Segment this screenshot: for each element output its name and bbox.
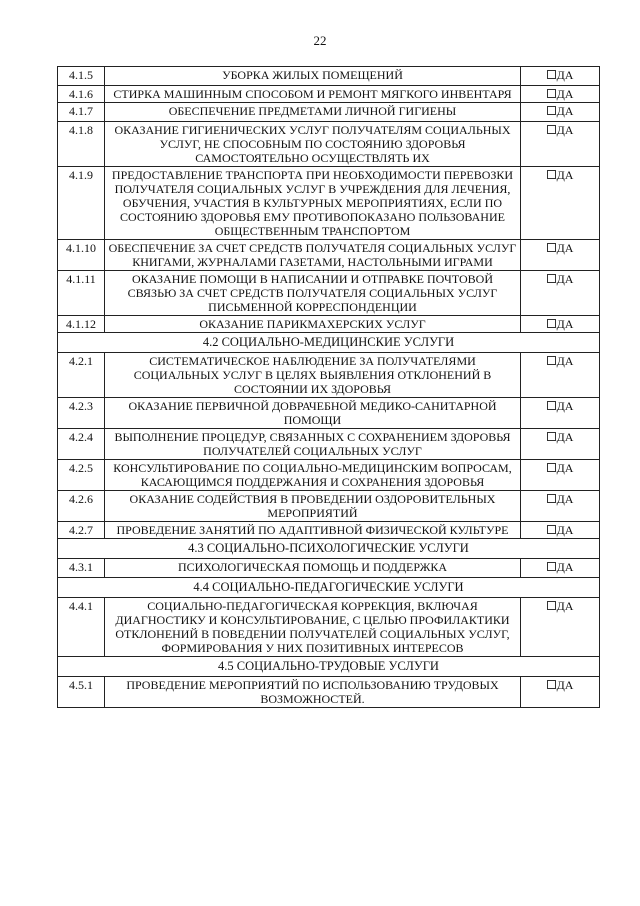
check-cell: [521, 460, 600, 491]
row-number: 4.1.6: [58, 86, 105, 103]
service-name: ОКАЗАНИЕ ПЕРВИЧНОЙ ДОВРАЧЕБНОЙ МЕДИКО-САНИТАРНОЙ ПОМОЩИ: [105, 398, 521, 429]
check-label: ДА: [556, 123, 574, 137]
page-number: 22: [313, 33, 327, 48]
table-row: [58, 271, 600, 316]
check-cell: [521, 67, 600, 86]
table-row: [58, 122, 600, 167]
checkbox-icon[interactable]: [547, 601, 556, 610]
row-number: 4.4.1: [58, 598, 105, 657]
service-name: ПРОВЕДЕНИЕ ЗАНЯТИЙ ПО АДАПТИВНОЙ ФИЗИЧЕСКОЙ КУЛЬТУРЕ: [105, 522, 521, 539]
table-row: [58, 103, 600, 122]
checkbox-icon[interactable]: [547, 170, 556, 179]
check-label: ДА: [556, 461, 574, 475]
checkbox-icon[interactable]: [547, 525, 556, 534]
section-heading: 4.5 СОЦИАЛЬНО-ТРУДОВЫЕ УСЛУГИ: [58, 657, 600, 677]
table-row: [58, 86, 600, 103]
row-number: 4.3.1: [58, 559, 105, 578]
check-cell: [521, 598, 600, 657]
section-heading: 4.2 СОЦИАЛЬНО-МЕДИЦИНСКИЕ УСЛУГИ: [58, 333, 600, 353]
table-row: [58, 460, 600, 491]
check-cell: [521, 398, 600, 429]
table-row: [58, 491, 600, 522]
row-number: 4.2.4: [58, 429, 105, 460]
row-number: 4.5.1: [58, 677, 105, 708]
check-label: ДА: [556, 399, 574, 413]
checkbox-icon[interactable]: [547, 243, 556, 252]
row-number: 4.1.9: [58, 167, 105, 240]
table-row: [58, 559, 600, 578]
check-cell: [521, 677, 600, 708]
service-name: ПРЕДОСТАВЛЕНИЕ ТРАНСПОРТА ПРИ НЕОБХОДИМОСТИ ПЕРЕВОЗКИ ПОЛУЧАТЕЛЯ СОЦИАЛЬНЫХ УСЛУГ В УЧРЕЖДЕНИЯ ДЛЯ ЛЕЧЕНИЯ, ОБУЧЕНИЯ, УЧАСТИЯ В КУЛЬТУРНЫХ МЕРОПРИЯТИЯХ, ЕСЛИ ПО СОСТОЯНИЮ ЗДОРОВЬЯ ЕМУ ПРОТИВОПОКАЗАНО ПОЛЬЗОВАНИЕ ОБЩЕСТВЕННЫМ ТРАНСПОРТОМ: [105, 167, 521, 240]
section-row: [58, 333, 600, 353]
row-number: 4.2.3: [58, 398, 105, 429]
check-cell: [521, 167, 600, 240]
table-row: [58, 398, 600, 429]
check-cell: [521, 429, 600, 460]
section-row: [58, 578, 600, 598]
service-name: ОКАЗАНИЕ ПАРИКМАХЕРСКИХ УСЛУГ: [105, 316, 521, 333]
section-row: [58, 539, 600, 559]
service-name: СИСТЕМАТИЧЕСКОЕ НАБЛЮДЕНИЕ ЗА ПОЛУЧАТЕЛЯМИ СОЦИАЛЬНЫХ УСЛУГ В ЦЕЛЯХ ВЫЯВЛЕНИЯ ОТКЛОНЕНИЙ В СОСТОЯНИИ ИХ ЗДОРОВЬЯ: [105, 353, 521, 398]
table-row: [58, 429, 600, 460]
service-name: ПСИХОЛОГИЧЕСКАЯ ПОМОЩЬ И ПОДДЕРЖКА: [105, 559, 521, 578]
row-number: 4.1.7: [58, 103, 105, 122]
checkbox-icon[interactable]: [547, 70, 556, 79]
row-number: 4.2.7: [58, 522, 105, 539]
service-name: ОКАЗАНИЕ ГИГИЕНИЧЕСКИХ УСЛУГ ПОЛУЧАТЕЛЯМ СОЦИАЛЬНЫХ УСЛУГ, НЕ СПОСОБНЫМ ПО СОСТОЯНИЮ ЗДОРОВЬЯ САМОСТОЯТЕЛЬНО ОСУЩЕСТВЛЯТЬ ИХ: [105, 122, 521, 167]
check-cell: [521, 353, 600, 398]
table-row: [58, 167, 600, 240]
row-number: 4.1.8: [58, 122, 105, 167]
service-name: ПРОВЕДЕНИЕ МЕРОПРИЯТИЙ ПО ИСПОЛЬЗОВАНИЮ ТРУДОВЫХ ВОЗМОЖНОСТЕЙ.: [105, 677, 521, 708]
check-label: ДА: [556, 272, 574, 286]
check-label: ДА: [556, 560, 574, 574]
section-row: [58, 657, 600, 677]
service-name: СТИРКА МАШИННЫМ СПОСОБОМ И РЕМОНТ МЯГКОГО ИНВЕНТАРЯ: [105, 86, 521, 103]
row-number: 4.2.6: [58, 491, 105, 522]
check-cell: [521, 491, 600, 522]
service-name: ОКАЗАНИЕ ПОМОЩИ В НАПИСАНИИ И ОТПРАВКЕ ПОЧТОВОЙ СВЯЗЬЮ ЗА СЧЕТ СРЕДСТВ ПОЛУЧАТЕЛЯ СОЦИАЛЬНЫХ УСЛУГ ПИСЬМЕННОЙ КОРРЕСПОНДЕНЦИИ: [105, 271, 521, 316]
check-cell: [521, 240, 600, 271]
check-cell: [521, 103, 600, 122]
checkbox-icon[interactable]: [547, 274, 556, 283]
row-number: 4.1.12: [58, 316, 105, 333]
table-row: [58, 67, 600, 86]
table-row: [58, 522, 600, 539]
row-number: 4.1.10: [58, 240, 105, 271]
check-label: ДА: [556, 430, 574, 444]
check-cell: [521, 86, 600, 103]
table-row: [58, 598, 600, 657]
service-name: ВЫПОЛНЕНИЕ ПРОЦЕДУР, СВЯЗАННЫХ С СОХРАНЕНИЕМ ЗДОРОВЬЯ ПОЛУЧАТЕЛЕЙ СОЦИАЛЬНЫХ УСЛУГ: [105, 429, 521, 460]
check-label: ДА: [556, 678, 574, 692]
row-number: 4.1.11: [58, 271, 105, 316]
checkbox-icon[interactable]: [547, 432, 556, 441]
checkbox-icon[interactable]: [547, 319, 556, 328]
table-row: [58, 316, 600, 333]
service-name: ОКАЗАНИЕ СОДЕЙСТВИЯ В ПРОВЕДЕНИИ ОЗДОРОВИТЕЛЬНЫХ МЕРОПРИЯТИЙ: [105, 491, 521, 522]
check-label: ДА: [556, 87, 574, 101]
check-label: ДА: [556, 354, 574, 368]
service-name: КОНСУЛЬТИРОВАНИЕ ПО СОЦИАЛЬНО-МЕДИЦИНСКИМ ВОПРОСАМ, КАСАЮЩИМСЯ ПОДДЕРЖАНИЯ И СОХРАНЕНИЯ ЗДОРОВЬЯ: [105, 460, 521, 491]
row-number: 4.2.5: [58, 460, 105, 491]
check-label: ДА: [556, 317, 574, 331]
check-label: ДА: [556, 168, 574, 182]
check-label: ДА: [556, 492, 574, 506]
service-name: СОЦИАЛЬНО-ПЕДАГОГИЧЕСКАЯ КОРРЕКЦИЯ, ВКЛЮЧАЯ ДИАГНОСТИКУ И КОНСУЛЬТИРОВАНИЕ, С ЦЕЛЬЮ ПРОФИЛАКТИКИ ОТКЛОНЕНИЙ В ПОВЕДЕНИИ ПОЛУЧАТЕЛЕЙ СОЦИАЛЬНЫХ УСЛУГ, ФОРМИРОВАНИЯ У НИХ ПОЗИТИВНЫХ ИНТЕРЕСОВ: [105, 598, 521, 657]
service-name: УБОРКА ЖИЛЫХ ПОМЕЩЕНИЙ: [105, 67, 521, 86]
check-label: ДА: [556, 523, 574, 537]
checkbox-icon[interactable]: [547, 680, 556, 689]
section-heading: 4.3 СОЦИАЛЬНО-ПСИХОЛОГИЧЕСКИЕ УСЛУГИ: [58, 539, 600, 559]
row-number: 4.2.1: [58, 353, 105, 398]
checkbox-icon[interactable]: [547, 356, 556, 365]
check-cell: [521, 316, 600, 333]
table-row: [58, 677, 600, 708]
checkbox-icon[interactable]: [547, 106, 556, 115]
check-label: ДА: [556, 599, 574, 613]
check-cell: [521, 122, 600, 167]
checkbox-icon[interactable]: [547, 463, 556, 472]
checkbox-icon[interactable]: [547, 494, 556, 503]
table-row: [58, 240, 600, 271]
checkbox-icon[interactable]: [547, 562, 556, 571]
row-number: 4.1.5: [58, 67, 105, 86]
checkbox-icon[interactable]: [547, 401, 556, 410]
checkbox-icon[interactable]: [547, 89, 556, 98]
service-name: ОБЕСПЕЧЕНИЕ ЗА СЧЕТ СРЕДСТВ ПОЛУЧАТЕЛЯ СОЦИАЛЬНЫХ УСЛУГ КНИГАМИ, ЖУРНАЛАМИ ГАЗЕТАМИ, НАСТОЛЬНЫМИ ИГРАМИ: [105, 240, 521, 271]
checkbox-icon[interactable]: [547, 125, 556, 134]
table-row: [58, 353, 600, 398]
check-label: ДА: [556, 104, 574, 118]
check-cell: [521, 271, 600, 316]
section-heading: 4.4 СОЦИАЛЬНО-ПЕДАГОГИЧЕСКИЕ УСЛУГИ: [58, 578, 600, 598]
services-table: [57, 66, 600, 708]
check-cell: [521, 559, 600, 578]
check-label: ДА: [556, 241, 574, 255]
check-cell: [521, 522, 600, 539]
check-label: ДА: [556, 68, 574, 82]
service-name: ОБЕСПЕЧЕНИЕ ПРЕДМЕТАМИ ЛИЧНОЙ ГИГИЕНЫ: [105, 103, 521, 122]
